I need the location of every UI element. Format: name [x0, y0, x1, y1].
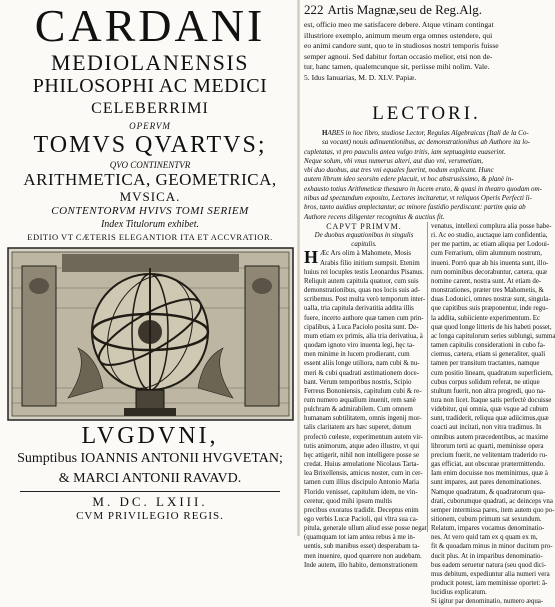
chapter-text-line: rum numero æqualium inuenit, rem sanè	[304, 396, 416, 404]
chapter-text-line: pulchram & admirabilem. Cum omnem	[304, 406, 413, 414]
chapter-text-line: nes. At vero quid tam ex q quam ex m,	[431, 534, 538, 542]
column-divider	[427, 222, 428, 532]
chapter-text-line: ceretur, quod mihi ipsum multis	[304, 497, 392, 505]
page-number: 222	[304, 2, 324, 17]
chapter-text-line: sunt, tradiderit, reliqua quæ adiicimus,quæ	[431, 415, 549, 423]
lector-line: Authore recens diligenter recognitus & auctius fit.	[304, 212, 445, 221]
chapter-text-line: tura non licet. Itaque satis perfectè docuisse	[431, 396, 552, 404]
operum-line: OPERVM	[129, 121, 171, 131]
chapter-text-line: hęc attigerit, nihil non intelligere posse se	[304, 451, 420, 459]
chapter-text-line: meri & cubi quadrati æstimationem doce-	[304, 369, 420, 377]
chapter-text-line: Florido venisset, capitulum idem, ne vin-	[304, 488, 418, 496]
lector-heading: LECTORI.	[372, 103, 481, 124]
chapter-text-line: quodam ignoto viro inuenta legi, hęc ta-	[304, 342, 415, 350]
chapter-text-line: videbitur, qui omnia, quæ vsque ad cubum	[431, 406, 549, 414]
chapter-text-line: monstrationes, præter tres Mahometis, &	[431, 287, 544, 295]
chapter-text-line: duas Lodouici, omnes nostræ sunt, singula-	[431, 296, 551, 304]
lector-line: cupletatas, vt pro pauculis antea vulgo tritis, iam septuaginta euaserint.	[304, 147, 506, 156]
chapter-text-line: profectò cœleste, experimentum autem vir-	[304, 433, 423, 441]
title-page	[0, 0, 300, 536]
lector-line: nibus ad spectandum exposito, Lectores incitaretur, vt reliquos Operis Perfecti li-	[304, 194, 532, 203]
chapter-text-line: ego verbis Lucæ Pacioli, qui vltra sua ca-	[304, 516, 419, 523]
chapter-text-line: mum etiam ex primis, alia tria derivatiua, à	[304, 332, 423, 340]
lector-line: exhausto totius Arithmeticæ thesauro in lucem eruto, & quasi in theatro quodam om-	[304, 184, 542, 193]
chapter-text-line: venatus, intellexi complura alia posse habe-	[431, 223, 552, 230]
lector-text	[304, 129, 549, 222]
lector-line: Neque solum, vbi vnus numerus alteri, aut duo vni, verumetiam,	[304, 156, 484, 165]
chapter-text-line: cum positio lineam, quadratum superficiem,	[431, 369, 553, 377]
chapter-text-line: producit potest, iam meminisse oportet: ā-	[431, 580, 548, 588]
chapter-text-line: Si igitur par denominatio, numero æqua-	[431, 598, 544, 606]
chapter-text-line: omnibus autem præcedentibus, ac maxime	[431, 433, 549, 441]
subjects-line: ARITHMETICA, GEOMETRICA,	[23, 170, 277, 189]
text-page	[300, 0, 555, 606]
chapter-text-line: lucidius explicatum.	[431, 589, 487, 597]
volume-line: TOMVS QVARTVS;	[33, 132, 267, 158]
chapter-text-line: stultum fuerit, non altra progredi, quo na-	[431, 387, 546, 395]
chapter-text-line: uentis, sub manibus esset) desperabam ta-	[304, 543, 420, 551]
chapter-text-line: semper intermissa pares, item autem quo po-	[431, 506, 555, 514]
chapter-text-line: talis claritatem ars hæc superet, donum	[304, 424, 412, 432]
preface-line: est, officio meo me satisfacere debere. Atque vtinam contingat	[304, 20, 494, 29]
chapter-text-line: cubus corpus solidum referat, ne utique	[431, 378, 540, 386]
imprint-year: M. DC. LXIII.	[92, 494, 208, 509]
chapter-text-line: tutis animorum, atque adeo illustre, vt qui	[304, 442, 420, 450]
profession-line: PHILOSOPHI AC MEDICI	[32, 75, 268, 97]
chapter-text-line: men minime in lucem prodierant, cum	[304, 351, 410, 359]
chapter-left-column	[304, 222, 427, 570]
preface-line: eo animi candore sunt, quo te in studiosos nostri temporis fuisse	[304, 41, 499, 51]
edition-line: EDITIO VT CÆTERIS ELEGANTIOR ITA ET ACCVRATIOR.	[27, 232, 273, 242]
chapter-text-line: fit & quoadam minus in minor ducitum pro-	[431, 543, 553, 551]
author-title: CARDANI	[34, 0, 266, 51]
chapter-text-line: lea Brixellensis, amicus noster, cum in cer-	[304, 470, 423, 478]
chapter-text-line: Relatum, impares vocamus denominatio-	[431, 525, 545, 533]
chapter-text-line: Iam enim docuisse nos meminimus, quæ à	[431, 470, 548, 478]
origin-line: MEDIOLANENSIS	[51, 50, 249, 75]
chapter-text-line: cum Ferrarium, olim alumnum nostrum,	[431, 250, 543, 258]
chapter-text-line: ac longa capitulorum series sublungi, summa	[431, 332, 555, 340]
chapter-text-line: sunt impares, aut pares denominationes.	[431, 479, 542, 487]
running-head	[304, 2, 549, 18]
chapter-text-line: bant. Verum temporibus nostris, Scipio	[304, 378, 412, 386]
contents-line: CONTENTORVM HVIVS TOMI SERIEM	[51, 205, 249, 217]
chapter-text-line: Namque quadratum, & quadratorum qua-	[431, 488, 546, 496]
chapter-text-line: humanam subtilitatem, omnis ingenij mor-	[304, 415, 422, 423]
chapter-text-line: demonstrationibus, quas nos locis suis ad-	[304, 287, 420, 295]
index-line: Index Titulorum exhibet.	[100, 219, 200, 230]
imprint-publisher-line-1: Sumptibus IOANNIS ANTONII HVGVETAN;	[17, 451, 283, 466]
preface-line: illustriore exemplo, animum meum erga omnes ostendere, qui	[304, 30, 493, 40]
chapter-text-line: quæ quod longe litteris de his habeti posset,	[431, 323, 552, 331]
lector-dropcap: H	[322, 129, 328, 137]
chapter-text-line: que capitibus suis præponentur, inde regu-	[431, 305, 548, 313]
chapter-text-line: H Æc Ars olim à Mahomete, Mosis	[304, 247, 412, 268]
chapter-text-line: Inde autem, illo habito, demonstrationem	[304, 561, 418, 569]
lector-line: HABES in hoc libro, studiose Lector, Regulas Algebraicas (Itali de la Co-	[322, 129, 529, 137]
chapter-text-line: Arabis filio initium sumpsit. Etenim	[320, 259, 420, 267]
chapter-text-line: gas efficiat, aut obscurae prætermittendo.	[431, 461, 545, 469]
chapter-text-line: sitionem, cubum primum sat sexundum.	[431, 516, 542, 523]
chapter-text-line: ducit plus. At in imparibus denominatio-	[431, 552, 543, 560]
chapter-text-line: tamen capitulis considerationi in cubo fa-	[431, 342, 546, 350]
chapter-text-line: ualla, tria capitula derivatitia addita illis	[304, 305, 414, 313]
lector-line: autem librum ideo seorsim edere placuit, vt hoc abstrusissimo, & planè in-	[304, 175, 514, 184]
chapter-heading: CAPVT PRIMVM.	[326, 222, 402, 231]
running-title: Artis Magnæ,seu de Reg.Alg.	[327, 2, 483, 17]
chapter-text-line: credat. Huius æmulatione Nicolaus Tarta-	[304, 461, 419, 469]
chapter-dropcap: H	[304, 247, 319, 268]
chapter-text-line: librorum terti ac quarti, meminisse opera	[431, 442, 544, 450]
lector-line: vbi duo duobus, aut tres vni equales fuerint, nodum explicant. Hunc	[304, 166, 494, 175]
chapter-subheading: capitulis.	[351, 241, 377, 249]
preface-text	[304, 20, 549, 84]
chapter-text-line: inueni. Porrò quæ ab his inuenta sunt, illo-	[431, 259, 549, 267]
chapter-text-line: huius rei locuples testis Leonardus Pisanus.	[304, 268, 424, 276]
chapter-text-line: ri. Ac eo studio, auctaque iam confidentia,	[431, 232, 548, 240]
chapter-right-column	[431, 222, 555, 607]
preface-line: semper agnoui. Sed dabitur fortan occasio melior, etsi non de-	[304, 51, 493, 61]
chapter-text-line: scribemus. Post multa verò temporum inter-	[304, 296, 426, 304]
chapter-text-line: la addita, subiiciente experimentum. Ec	[431, 314, 541, 322]
lector-line: bros, tanto auidius amplectantur, ac minore fastidio perdiscant: partim quia ab	[304, 203, 526, 212]
chapter-text-line: tamen per transitum tractantes, namque	[431, 360, 540, 368]
musica-line: MVSICA.	[119, 189, 181, 204]
armillary-sphere-engraving	[8, 248, 293, 420]
epithet-line: CELEBERRIMI	[91, 100, 209, 117]
chapter-text-line: rum nominibus decorabuntur, cætera, quæ	[431, 268, 548, 276]
imprint-rule	[20, 491, 280, 492]
chapter-text-line: precium fuerit, ne velitentam traderido ru-	[431, 451, 548, 459]
chapter-text-line: precibus exoratus tradidit. Deceptus enim	[304, 506, 419, 514]
chapter-subheading: De duobus æquationibus in singulis	[314, 232, 414, 240]
chapter-text-line: men inuenire, quod quærere non audebam.	[304, 552, 422, 560]
chapter-text-line: pitula, generale ullum aliud esse posse negat	[304, 525, 427, 533]
chapter-text-line: cipalibus, à Luca Paciolo posita sunt. De-	[304, 323, 419, 331]
chapter-text-line: drati, cuborumque quadrati, ac deinceps vna	[431, 497, 553, 505]
chapter-text-line: Reliquit autem capitula quatuor, cum suis	[304, 277, 419, 285]
chapter-text-line: (quamquam tot iam antea rebus à me in-	[304, 534, 416, 542]
chapter-text-line: Ferreus Bononiensis, capitulum cubi & re-	[304, 387, 422, 395]
chapter-text-line: essent aliis longe utiliora, nam cubi & nu-	[304, 360, 420, 368]
chapter-text-line: tamen cum illius discipulo Antonio Maria	[304, 479, 420, 487]
chapter-text-line: bus eadem seruetur natura (seu quod dici-	[431, 561, 547, 569]
imprint-publisher-line-2: & MARCI ANTONII RAVAVD.	[58, 471, 242, 486]
lector-line: sa vocant) nouis adinuentionibus, ac demonstrationibus ab Authore ita lo-	[322, 138, 531, 147]
chapter-text-line: coacti aut incitati, non vitra tradimus. In	[431, 424, 542, 432]
preface-line: 5. Idus Ianuarias, M. D. XLV. Papiæ.	[304, 72, 417, 82]
chapter-text-line: per me partim, ac etiam aliqua per Lodoui-	[431, 241, 550, 249]
chapter-text-line: nomine carent, nostra sunt. At etiam de-	[431, 277, 542, 285]
preface-line: tur, hanc tamen, qualemcunque sit, periisse mihi nolim. Vale.	[304, 62, 490, 72]
imprint-privilege: CVM PRIVILEGIO REGIS.	[76, 510, 224, 522]
chapter-text-line: fuere, incerto authore quæ tamen cum prin-	[304, 314, 424, 322]
imprint-city: LVGDVNI,	[81, 423, 219, 449]
quo-continentur-line: QVO CONTINENTVR	[109, 160, 191, 170]
chapter-text-line: ciemus, cætera, etiam si generaliter, quali	[431, 351, 546, 359]
chapter-text-line: mus debitum, expediuntur alia numeri vera	[431, 570, 550, 578]
